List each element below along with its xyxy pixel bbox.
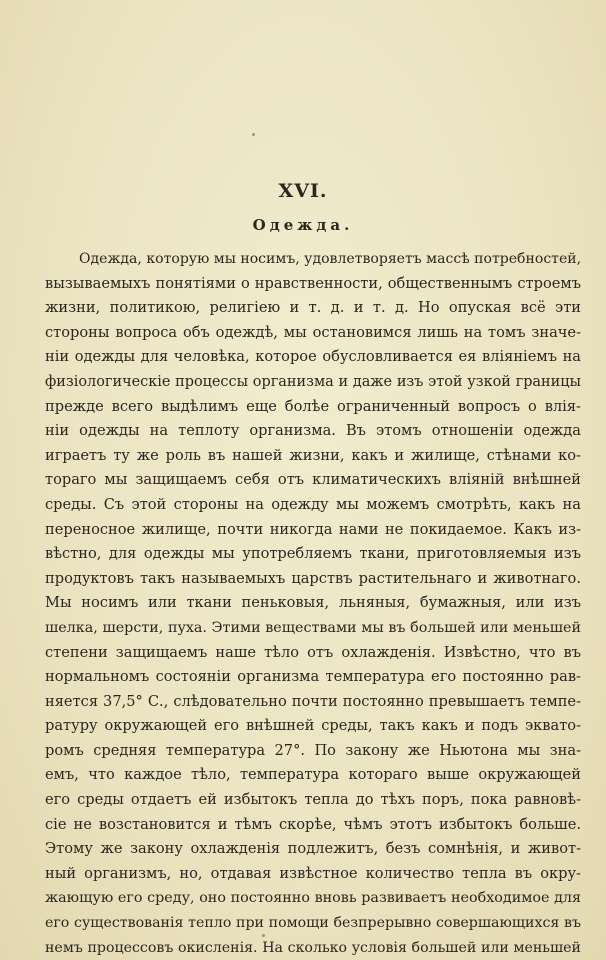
text-line: стороны вопроса объ одеждѣ, мы остановимся лишь на томъ значе- — [45, 323, 581, 341]
text-line: немъ процессовъ окисленія. На сколько условія большей или меньшей — [45, 939, 581, 956]
text-line: ніи одежды для человѣка, которое обусловливается ея вліяніемъ на — [45, 348, 581, 366]
chapter-body — [45, 247, 581, 960]
text-line: емъ, что каждое тѣло, температура котораго выше окружающей — [45, 766, 581, 784]
chapter-title: Одежда. — [252, 216, 354, 234]
text-line: няется 37,5° С., слѣдовательно почти постоянно превышаетъ темпе- — [45, 692, 581, 710]
text-line: Мы носимъ или ткани пеньковыя, льняныя, бумажныя, или изъ — [45, 594, 581, 612]
text-line: среды. Съ этой стороны на одежду мы можемъ смотрѣть, какъ на — [45, 495, 581, 513]
paper-speck — [252, 133, 255, 136]
text-line: вызываемыхъ понятіями о нравственности, общественнымъ строемъ — [45, 274, 581, 292]
text-line: продуктовъ такъ называемыхъ царствъ растительнаго и животнаго. — [45, 569, 581, 587]
text-line: ный организмъ, но, отдавая извѣстное количество тепла въ окру- — [45, 864, 581, 882]
text-line: Одежда, которую мы носимъ, удовлетворяетъ массѣ потребностей, — [79, 251, 582, 267]
text-line: переносное жилище, почти никогда нами не покидаемое. Какъ из- — [45, 520, 581, 538]
text-line: жающую его среду, оно постоянно вновь развиваетъ необходимое для — [45, 890, 581, 907]
text-line: играетъ ту же роль въ нашей жизни, какъ и жилище, стѣнами ко- — [45, 446, 581, 464]
text-line: сіе не возстановится и тѣмъ скорѣе, чѣмъ этотъ избытокъ больше. — [45, 815, 581, 833]
text-line: Этому же закону охлажденія подлежитъ, безъ сомнѣнія, и живот- — [45, 840, 581, 858]
text-line: степени защищаемъ наше тѣло отъ охлажденія. Извѣстно, что въ — [45, 643, 581, 661]
text-line: прежде всего выдѣлимъ еще болѣе ограниченный вопросъ о влія- — [45, 397, 581, 415]
text-line: вѣстно, для одежды мы употребляемъ ткани, приготовляемыя изъ — [45, 545, 581, 563]
chapter-number: XVI. — [278, 180, 328, 202]
text-line: физіологическіе процессы организма и даже изъ этой узкой границы — [45, 373, 581, 390]
text-line: ромъ средняя температура 27°. По закону же Ньютона мы зна- — [45, 741, 581, 759]
text-line: жизни, политикою, религіею и т. д. и т. д. Но опуская всё эти — [45, 299, 581, 317]
text-line: тораго мы защищаемъ себя отъ климатическихъ вліяній внѣшней — [45, 471, 581, 489]
text-line: его среды отдаетъ ей избытокъ тепла до тѣхъ поръ, пока равновѣ- — [45, 791, 581, 809]
text-line: ратуру окружающей его внѣшней среды, такъ какъ и подъ эквато- — [45, 717, 581, 735]
text-line: шелка, шерсти, пуха. Этими веществами мы въ большей или меньшей — [45, 619, 581, 636]
text-line: его существованія тепло при помощи безпрерывно совершающихся въ — [45, 915, 581, 932]
text-line: нормальномъ состояніи организма температура его постоянно рав- — [45, 668, 581, 686]
text-line: ніи одежды на теплоту организма. Въ этомъ отношеніи одежда — [45, 422, 581, 440]
